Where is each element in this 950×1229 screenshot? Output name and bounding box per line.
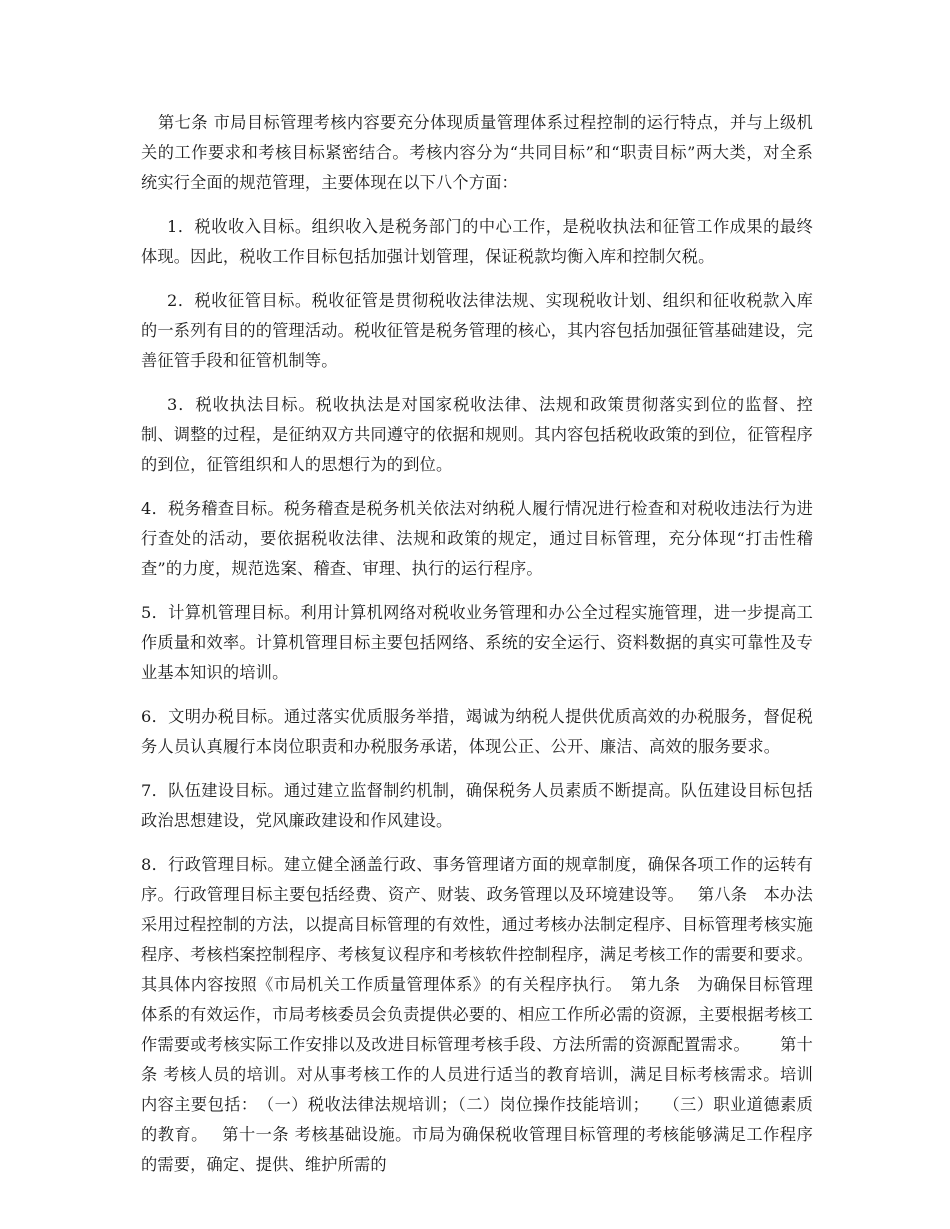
paragraph-item-2: 2．税收征管目标。税收征管是贯彻税收法律法规、实现税收计划、组织和征收税款入库的一系列有目的的管理活动。税收征管是税务管理的核心，其内容包括加强征管基础建设，完善征管手段和征管机制等。: [141, 291, 813, 370]
paragraph-item-6: 6．文明办税目标。通过落实优质服务举措，竭诚为纳税人提供优质高效的办税服务，督促税务人员认真履行本岗位职责和办税服务承诺，体现公正、公开、廉洁、高效的服务要求。: [141, 707, 813, 756]
paragraph-item-3: 3．税收执法目标。税收执法是对国家税收法律、法规和政策贯彻落实到位的监督、控制、调整的过程，是征纳双方共同遵守的依据和规则。其内容包括税收政策的到位，征管程序的到位，征管组织和人的思想行为的到位。: [141, 395, 813, 474]
paragraph-item-5: 5．计算机管理目标。利用计算机网络对税收业务管理和办公全过程实施管理，进一步提高工作质量和效率。计算机管理目标主要包括网络、系统的安全运行、资料数据的真实可靠性及专业基本知识的培训。: [141, 603, 813, 682]
paragraph-item-8: 8．行政管理目标。建立健全涵盖行政、事务管理诸方面的规章制度，确保各项工作的运转有序。行政管理目标主要包括经费、资产、财装、政务管理以及环境建设等。 第八条 本办法采用过程控制的方法，以提高目标管理的有效性，通过考核办法制定程序、目标管理考核实施程序、考核档案控制程序、考核复议程序和考核软件控制程序，满足考核工作的需要和要求。其具体内容按照《市局机关工作质量管理体系》的有关程序执行。 第九条 为确保目标管理体系的有效运作，市局考核委员会负责提供必要的、相应工作所必需的资源，主要根据考核工作需要或考核实际工作安排以及改进目标管理考核手段、方法所需的资源配置需求。 第十条 考核人员的培训。对从事考核工作的人员进行适当的教育培训，满足目标考核需求。培训内容主要包括： （一）税收法律法规培训；（二）岗位操作技能培训； （三）职业道德素质的教育。 第十一条 考核基础设施。市局为确保税收管理目标管理的考核能够满足工作程序的需要，确定、提供、维护所需的: [141, 855, 813, 1174]
paragraph-item-7: 7．队伍建设目标。通过建立监督制约机制，确保税务人员素质不断提高。队伍建设目标包括政治思想建设，党风廉政建设和作风建设。: [141, 781, 813, 830]
paragraph-item-4: 4．税务稽查目标。税务稽查是税务机关依法对纳税人履行情况进行检查和对税收违法行为进行查处的活动，要依据税收法律、法规和政策的规定，通过目标管理，充分体现“打击性稽查”的力度，规范选案、稽查、审理、执行的运行程序。: [141, 499, 813, 578]
document-page: [141, 108, 813, 1180]
paragraph-item-1: 1．税收收入目标。组织收入是税务部门的中心工作，是税收执法和征管工作成果的最终体现。因此，税收工作目标包括加强计划管理，保证税款均衡入库和控制欠税。: [141, 217, 813, 266]
paragraph-article-7: 第七条 市局目标管理考核内容要充分体现质量管理体系过程控制的运行特点，并与上级机关的工作要求和考核目标紧密结合。考核内容分为“共同目标”和“职责目标”两大类，对全系统实行全面的规范管理，主要体现在以下八个方面：: [141, 113, 813, 192]
